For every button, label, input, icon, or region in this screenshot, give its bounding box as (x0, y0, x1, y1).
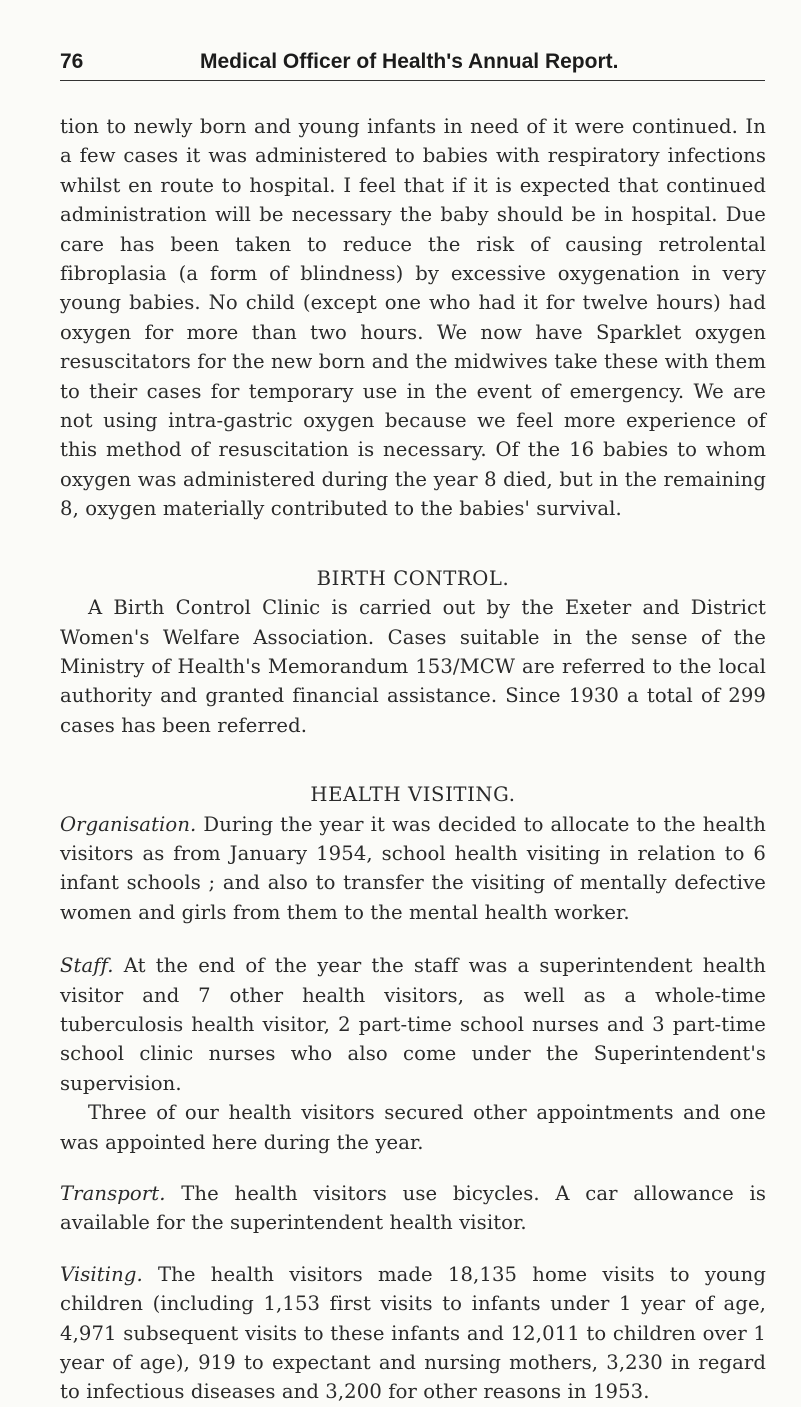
staff-lead: Staff. (60, 954, 114, 978)
page-header (60, 50, 765, 81)
page-number: 76 (60, 50, 84, 73)
staff-text: At the end of the year the staff was a superintendent health visitor and 7 other health visitors, as well as a whole-time tuberculosis health visitor, 2 part-time school nurses and 3 part-time school clinic nurses who also come under the Superintendent's supervision. (60, 954, 766, 1095)
heading-health-visiting: HEALTH VISITING. (310, 783, 516, 807)
paragraph-transport (60, 1179, 766, 1238)
transport-text: The health visitors use bicycles. A car allowance is available for the superintendent health visitor. (60, 1182, 766, 1235)
transport-lead: Transport. (60, 1182, 166, 1205)
paragraph-staff (60, 951, 766, 1098)
body-text (60, 112, 766, 1407)
heading-birth-control: BIRTH CONTROL. (316, 566, 510, 590)
visiting-lead: Visiting. (60, 1262, 143, 1286)
running-title: Medical Officer of Health's Annual Report. (200, 50, 619, 73)
paragraph-staff-2: Three of our health visitors secured other appointments and one was appointed here during the year. (60, 1101, 766, 1154)
organisation-text: During the year it was decided to allocate to the health visitors as from January 1954, school health visiting in relation to 6 infant schools ; and also to transfer the visiting of mentally defective women and girls from them to the mental health worker. (60, 812, 766, 924)
paragraph-intro: tion to newly born and young infants in need of it were continued. In a few cases it was administered to babies with respiratory infections whilst en route to hospital. I feel that if it is expected that continued administration will be necessary the baby should be in hospital. Due care has been taken to reduce the risk of causing retrolental fibroplasia (a form of blindness) by excessive oxygenation in very young babies. No child (except one who had it for twelve hours) had oxygen for more than two hours. We now have Sparklet oxygen resuscitators for the new born and the midwives take these with them to their cases for temporary use in the event of emergency. We are not using intra-gastric oxygen because we feel more experience of this method of resuscitation is necessary. Of the 16 babies to whom oxygen was administered during the year 8 died, but in the remaining 8, oxygen materially contributed to the babies' survival. (60, 115, 766, 521)
visiting-text: The health visitors made 18,135 home visits to young children (including 1,153 first visits to infants under 1 year of age, 4,971 subsequent visits to these infants and 12,011 to children over 1 year of age), 919 to expectant and nursing mothers, 3,230 in regard to infectious diseases and 3,200 for other reasons in 1953. (60, 1262, 766, 1404)
organisation-lead: Organisation. (60, 812, 197, 836)
paragraph-organisation (60, 810, 766, 928)
paragraph-visiting (60, 1260, 766, 1407)
paragraph-birth-control: A Birth Control Clinic is carried out by the Exeter and District Women's Welfare Association. Cases suitable in the sense of the Ministry of Health's Memorandum 153/MCW are referred to the local authority and granted financial assistance. Since 1930 a total of 299 cases has been referred. (60, 596, 766, 737)
